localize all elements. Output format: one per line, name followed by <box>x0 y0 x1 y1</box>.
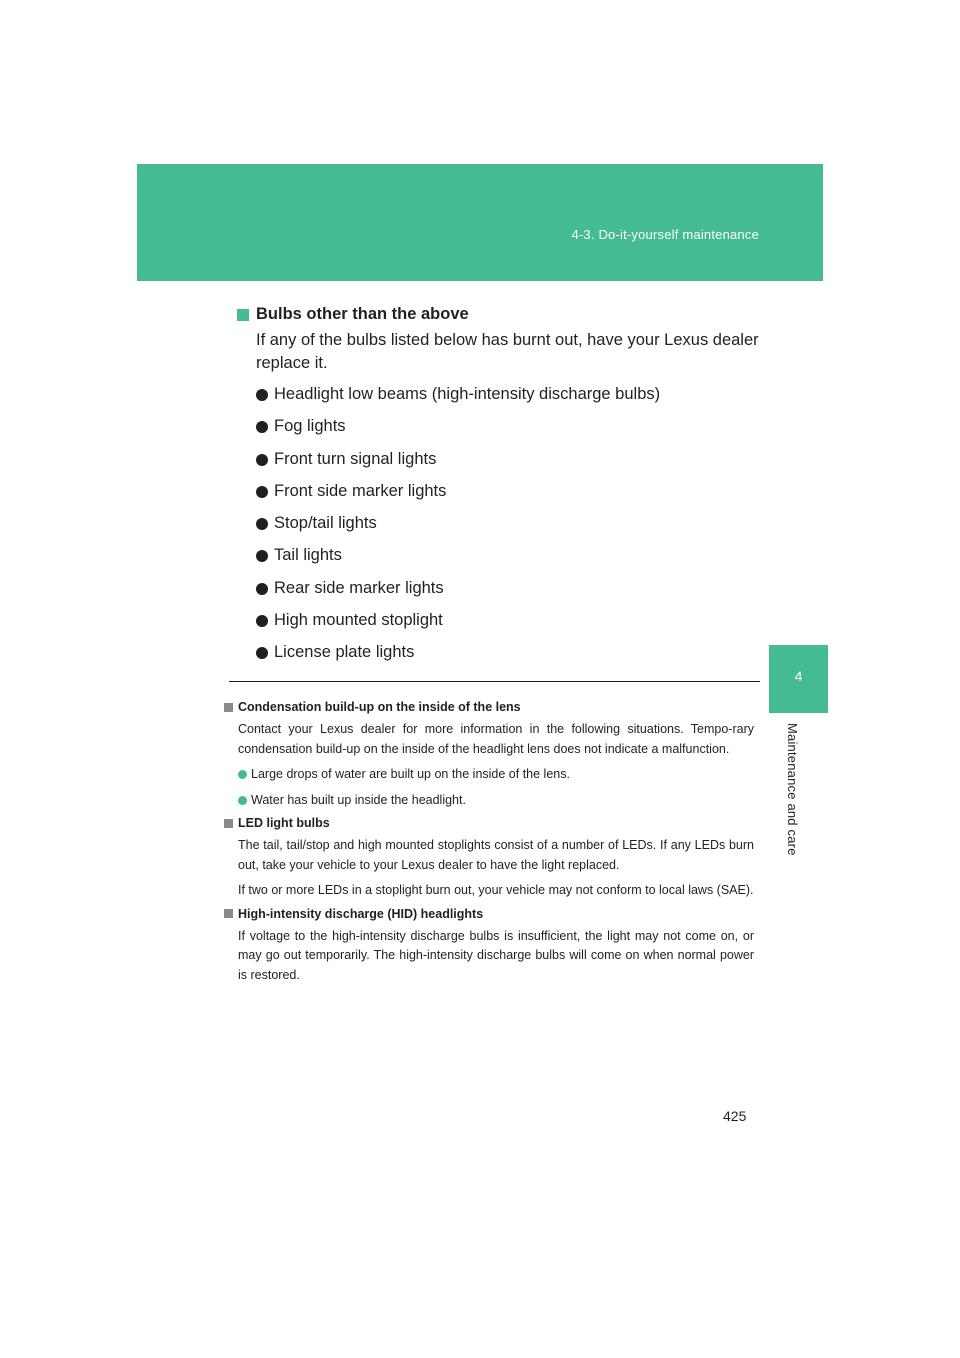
list-item <box>256 514 767 546</box>
square-bullet-icon <box>224 909 233 918</box>
chapter-tab <box>769 645 828 713</box>
chapter-label: Maintenance and care <box>785 723 800 856</box>
bullet-dot-icon <box>238 796 247 805</box>
bulbs-section <box>237 305 767 676</box>
note-heading-condensation <box>224 700 754 714</box>
bullet-dot-icon <box>256 550 268 562</box>
note-text: If voltage to the high-intensity discharge bulbs is insufficient, the light may not come on, or may go out temporarily. The high-intensity discharge bulbs will come on when normal power is restored. <box>238 928 754 982</box>
note-heading-led <box>224 816 754 830</box>
note-text: Contact your Lexus dealer for more information in the following situations. Tempo-rary condensation build-up on the inside of the headlight lens does not indicate a malfunction. <box>238 722 754 756</box>
list-item-text: Front turn signal lights <box>274 449 437 468</box>
note-heading-text: Condensation build-up on the inside of the lens <box>238 700 521 714</box>
section-intro: If any of the bulbs listed below has burnt out, have your Lexus dealer replace it. <box>256 331 759 372</box>
square-bullet-icon <box>224 819 233 828</box>
list-item-text: Tail lights <box>274 546 342 565</box>
square-bullet-icon <box>224 703 233 712</box>
list-item-text: Fog lights <box>274 417 346 436</box>
list-item <box>256 385 767 417</box>
note-bullet <box>238 765 754 785</box>
list-item-text: Stop/tail lights <box>274 514 377 533</box>
bulb-list <box>256 385 767 676</box>
list-item-text: License plate lights <box>274 643 415 662</box>
note-heading-hid <box>224 907 754 921</box>
bullet-dot-icon <box>256 389 268 401</box>
note-heading-text: High-intensity discharge (HID) headlights <box>238 906 484 921</box>
section-heading-text: Bulbs other than the above <box>256 305 469 323</box>
list-item-text: Rear side marker lights <box>274 578 444 597</box>
list-item-text: Headlight low beams (high-intensity discharge bulbs) <box>274 385 661 403</box>
bullet-dot-icon <box>256 615 268 627</box>
bullet-dot-icon <box>256 486 268 498</box>
header-band <box>137 164 823 281</box>
list-item <box>256 611 767 643</box>
page-number: 425 <box>723 1108 747 1124</box>
bullet-dot-icon <box>256 647 268 659</box>
list-item-text: High mounted stoplight <box>274 611 443 630</box>
notes-section <box>224 700 754 991</box>
note-heading-text: LED light bulbs <box>238 816 330 830</box>
note-text: The tail, tail/stop and high mounted stoplights consist of a number of LEDs. If any LEDs burn out, take your vehicle to your Lexus dealer to have the light replaced. <box>238 838 754 872</box>
section-heading <box>237 305 767 324</box>
list-item <box>256 546 767 578</box>
bullet-dot-icon <box>238 770 247 779</box>
list-item <box>256 643 767 675</box>
note-text: If two or more LEDs in a stoplight burn out, your vehicle may not conform to local laws (SAE). <box>238 883 754 897</box>
square-bullet-icon <box>237 309 249 321</box>
note-bullet-text: Water has built up inside the headlight. <box>251 792 466 807</box>
section-title: 4-3. Do-it-yourself maintenance <box>571 227 759 242</box>
bullet-dot-icon <box>256 421 268 433</box>
list-item-text: Front side marker lights <box>274 481 447 500</box>
list-item <box>256 417 767 449</box>
divider <box>229 681 760 682</box>
chapter-number: 4 <box>794 668 803 684</box>
bullet-dot-icon <box>256 454 268 466</box>
note-bullet <box>238 791 754 811</box>
note-bullet-text: Large drops of water are built up on the inside of the lens. <box>251 767 570 781</box>
bullet-dot-icon <box>256 583 268 595</box>
list-item <box>256 579 767 611</box>
list-item <box>256 450 767 482</box>
bullet-dot-icon <box>256 518 268 530</box>
list-item <box>256 482 767 514</box>
